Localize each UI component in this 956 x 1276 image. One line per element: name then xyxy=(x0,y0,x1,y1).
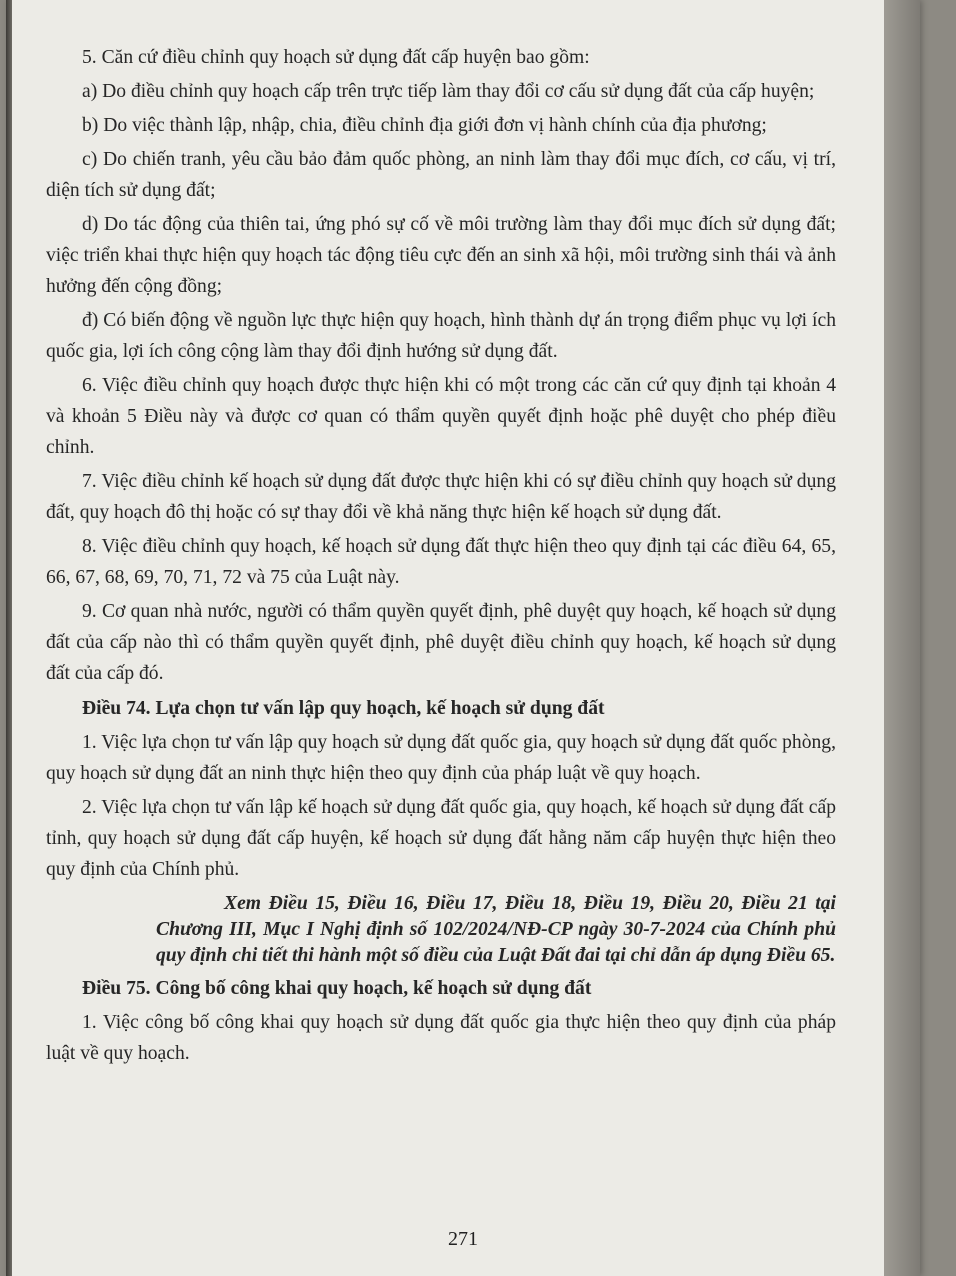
paragraph-khoan-6: 6. Việc điều chỉnh quy hoạch được thực hiện khi có một trong các căn cứ quy định tại khoản 4 và khoản 5 Điều này và được cơ quan có thẩm quyền quyết định hoặc phê duyệt cho phép điều chỉnh. xyxy=(46,375,836,458)
paragraph-khoan-9: 9. Cơ quan nhà nước, người có thẩm quyền quyết định, phê duyệt quy hoạch, kế hoạch sử dụng đất của cấp nào thì có thẩm quyền quyết định, phê duyệt điều chỉnh quy hoạch, kế hoạch sử dụng đất của cấp đó. xyxy=(46,601,836,684)
paragraph-khoan-8: 8. Việc điều chỉnh quy hoạch, kế hoạch sử dụng đất thực hiện theo quy định tại các điều 64, 65, 66, 67, 68, 69, 70, 71, 72 và 75 của Luật này. xyxy=(46,536,836,588)
page-number: 271 xyxy=(448,1228,478,1250)
article-74-khoan-2: 2. Việc lựa chọn tư vấn lập kế hoạch sử dụng đất quốc gia, quy hoạch, kế hoạch sử dụng đất cấp tỉnh, quy hoạch sử dụng đất cấp huyện, kế hoạch sử dụng đất hằng năm cấp huyện thực hiện theo quy định của Chính phủ. xyxy=(46,797,836,880)
page-body xyxy=(46,42,836,1072)
paragraph-khoan-7: 7. Việc điều chỉnh kế hoạch sử dụng đất được thực hiện khi có sự điều chỉnh quy hoạch sử dụng đất, quy hoạch đô thị hoặc có sự thay đổi về khả năng thực hiện kế hoạch sử dụng đất. xyxy=(46,471,836,523)
binding-shadow xyxy=(6,0,12,1276)
paragraph-5dd: đ) Có biến động về nguồn lực thực hiện quy hoạch, hình thành dự án trọng điểm phục vụ lợi ích quốc gia, lợi ích công cộng làm thay đổi định hướng sử dụng đất. xyxy=(46,310,836,362)
paragraph-khoan-5: 5. Căn cứ điều chỉnh quy hoạch sử dụng đất cấp huyện bao gồm: xyxy=(82,47,590,68)
article-75-khoan-1: 1. Việc công bố công khai quy hoạch sử dụng đất quốc gia thực hiện theo quy định của pháp luật về quy hoạch. xyxy=(46,1012,836,1064)
article-75-heading: Điều 75. Công bố công khai quy hoạch, kế hoạch sử dụng đất xyxy=(82,978,592,999)
paragraph-5b: b) Do việc thành lập, nhập, chia, điều chỉnh địa giới đơn vị hành chính của địa phương; xyxy=(82,115,767,136)
paragraph-5c: c) Do chiến tranh, yêu cầu bảo đảm quốc phòng, an ninh làm thay đổi mục đích, cơ cấu, vị trí, diện tích sử dụng đất; xyxy=(46,149,836,201)
paragraph-5d: d) Do tác động của thiên tai, ứng phó sự cố về môi trường làm thay đổi mục đích sử dụng đất; việc triển khai thực hiện quy hoạch tác động tiêu cực đến an sinh xã hội, môi trường sinh thái và ảnh hưởng đến cộng đồng; xyxy=(46,214,836,297)
reference-note: Xem Điều 15, Điều 16, Điều 17, Điều 18, Điều 19, Điều 20, Điều 21 tại Chương III, Mục I Nghị định số 102/2024/NĐ-CP ngày 30-7-2024 của Chính phủ quy định chi tiết thi hành một số điều của Luật Đất đai tại chỉ dẫn áp dụng Điều 65. xyxy=(156,893,836,966)
book-page xyxy=(6,0,920,1276)
article-74-heading: Điều 74. Lựa chọn tư vấn lập quy hoạch, kế hoạch sử dụng đất xyxy=(82,698,605,719)
page-edge xyxy=(884,0,920,1276)
article-74-khoan-1: 1. Việc lựa chọn tư vấn lập quy hoạch sử dụng đất quốc gia, quy hoạch sử dụng đất quốc phòng, quy hoạch sử dụng đất an ninh thực hiện theo quy định của pháp luật về quy hoạch. xyxy=(46,732,836,784)
paragraph-5a: a) Do điều chỉnh quy hoạch cấp trên trực tiếp làm thay đổi cơ cấu sử dụng đất của cấp huyện; xyxy=(82,81,815,102)
